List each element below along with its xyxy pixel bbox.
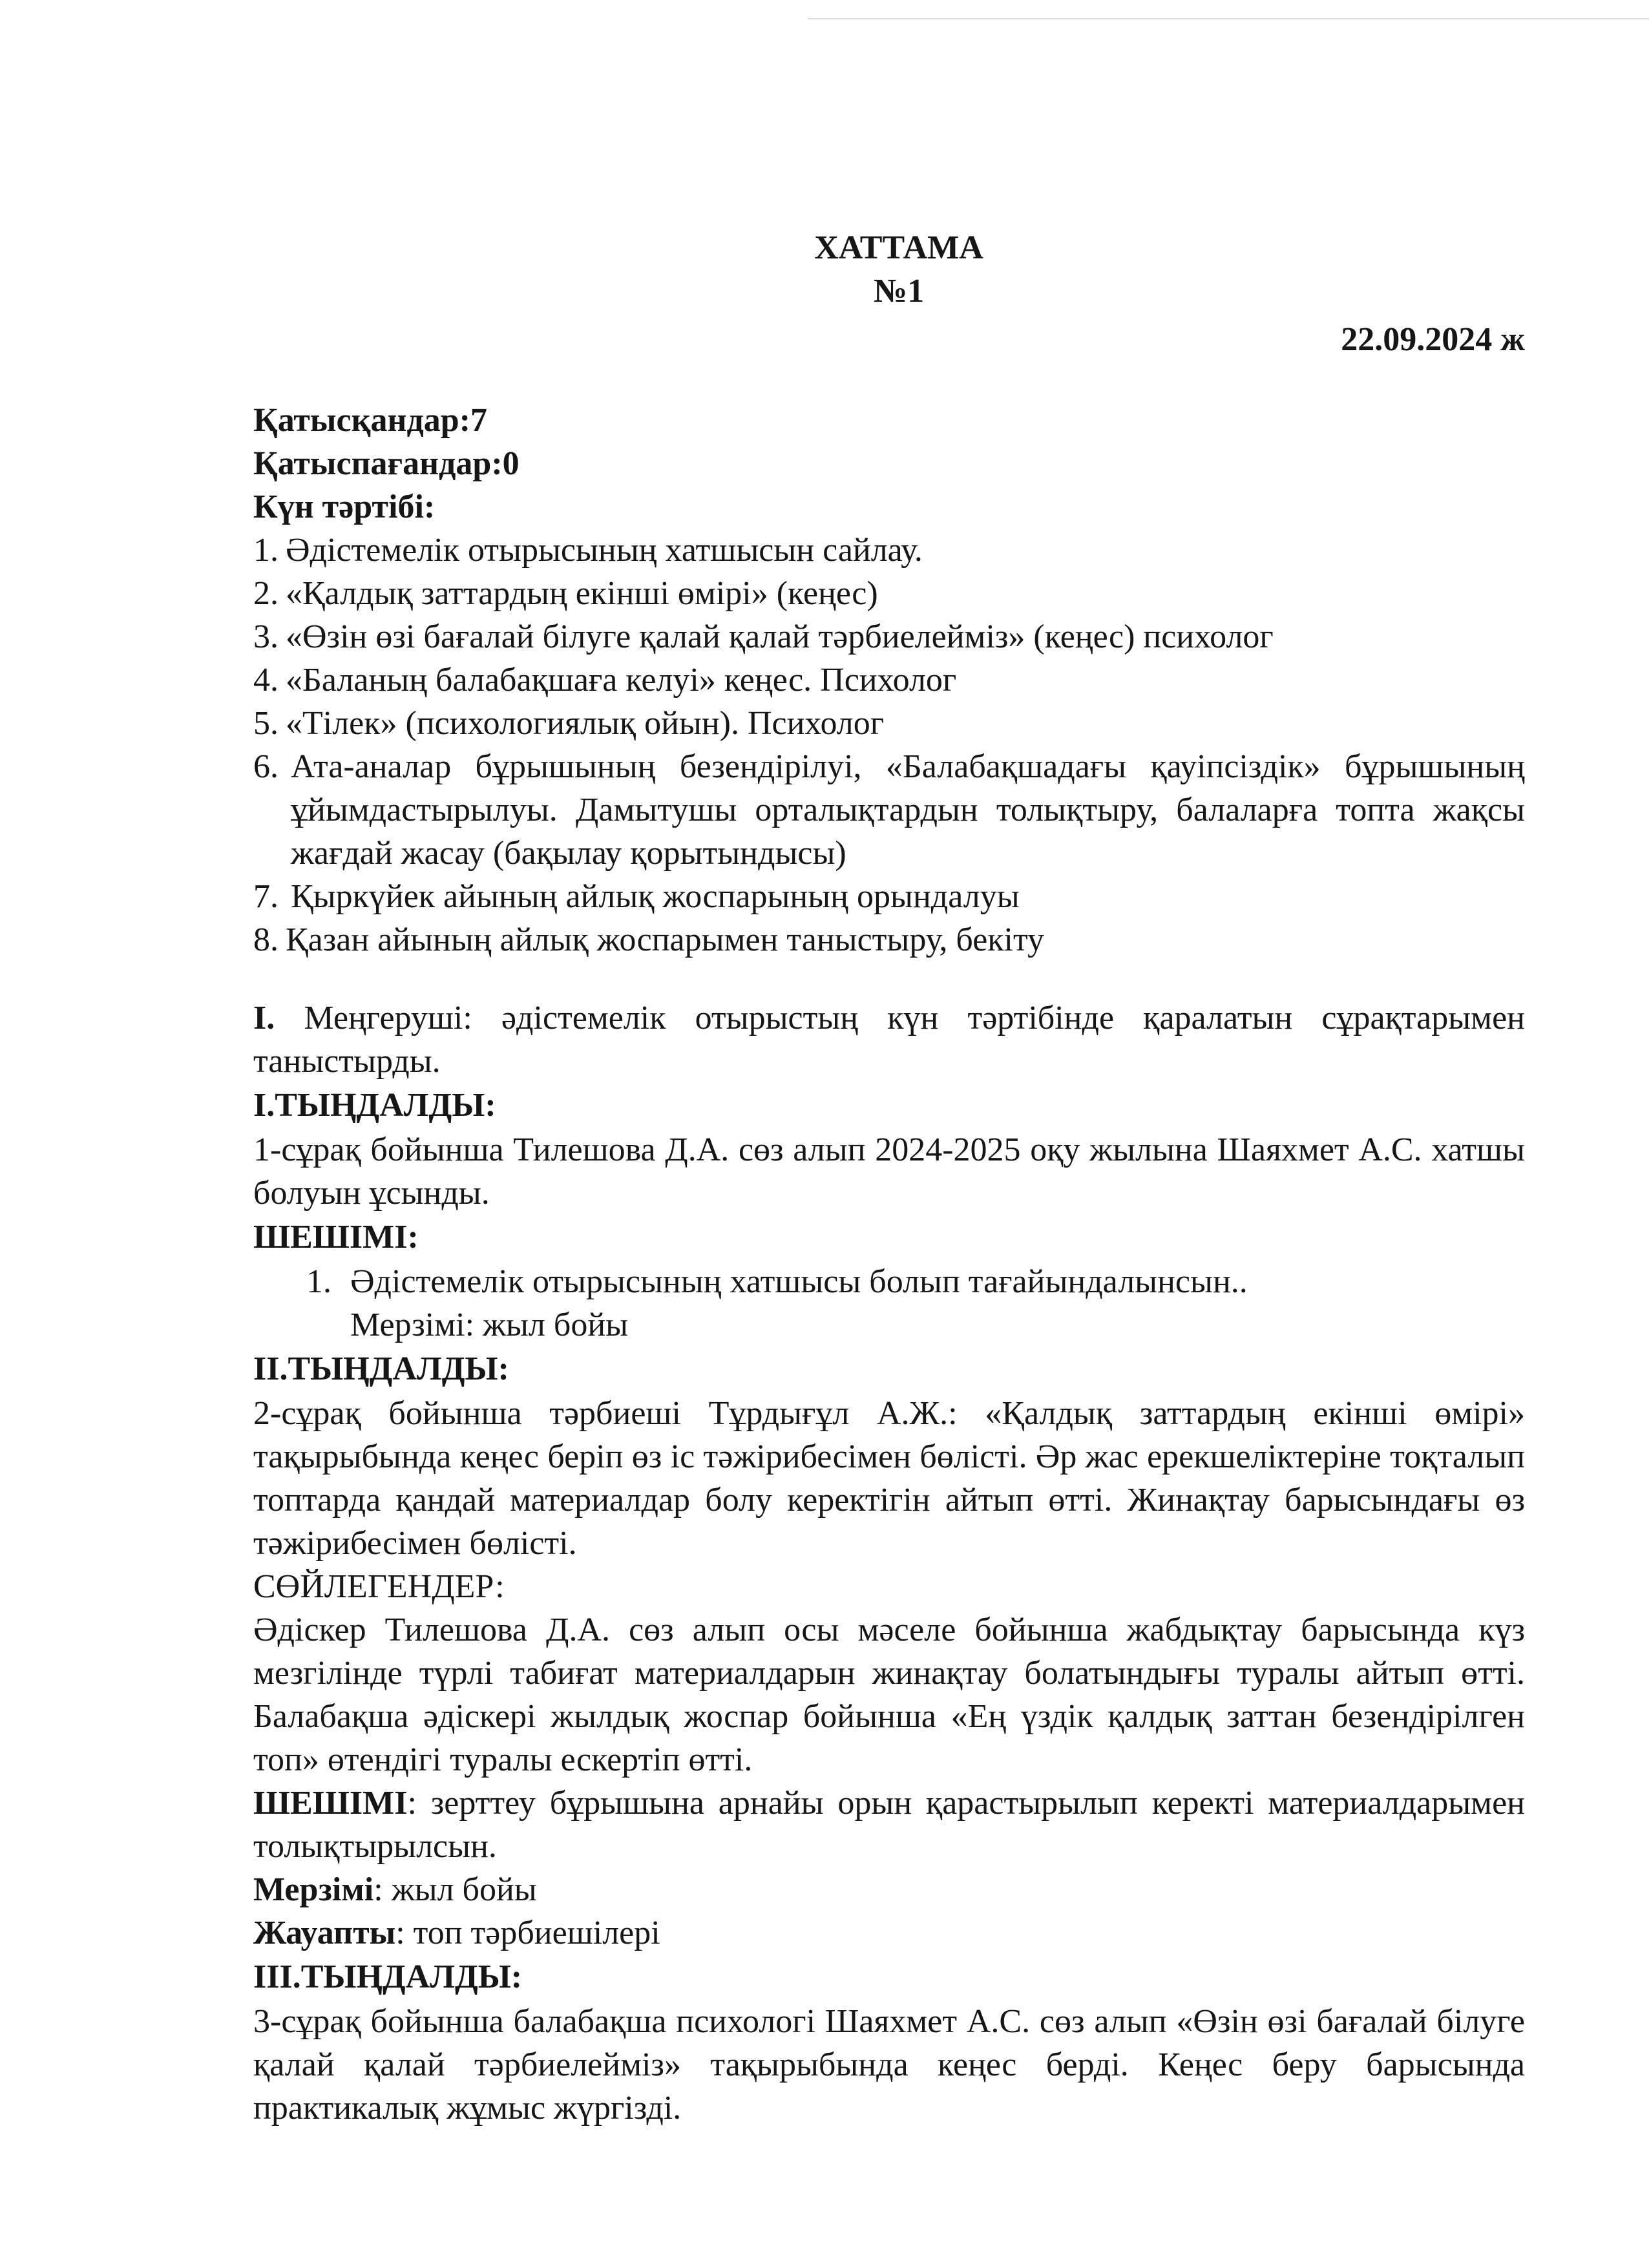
speakers-text: Әдіскер Тилешова Д.А. сөз алып осы мәселе бойынша жабдықтау барысында күз мезгілінде түрлі табиғат материалдарын жинақтау болатындығы туралы айтып өтті. Балабақша әдіскері жылдық жоспар бойынша «Ең үздік қалдық заттан безендірілген топ» өтендігі туралы ескертіп өтті. xyxy=(253,1612,1525,1778)
agenda-item: 6. Ата-аналар бұрышының безендірілуі, «Балабақшадағы қауіпсіздік» бұрышының ұйымдастырылуы. Дамытушы орталықтардын толықтыру, балаларға топта жақсы жағдай жасау (бақылау қорытындысы) xyxy=(253,748,1525,872)
section2-text: 2-сұрақ бойынша тәрбиеші Тұрдығұл А.Ж.: «Қалдық заттардың екінші өмірі» тақырыбында кеңес беріп өз іс тәжірибесімен бөлісті. Әр жас ерекшеліктеріне тоқталып топтарда қандай материалдар болу керектігін айтып өтті. Жинақтау барысындағы өз тәжірибесімен бөлісті. xyxy=(253,1395,1525,1562)
protocol-document xyxy=(253,226,1525,2130)
agenda-item: 7. Қыркүйек айының айлық жоспарының орындалуы xyxy=(253,878,1020,915)
section1-deadline: Мерзімі: жыл бойы xyxy=(350,1307,629,1343)
section2-decision: ШЕШІМІ: зерттеу бұрышына арнайы орын қарастырылып керекті материалдарымен толықтырылсын. xyxy=(253,1785,1525,1865)
agenda-heading: Күн тәртібі: xyxy=(253,488,436,525)
speakers-heading: СӨЙЛЕГЕНДЕР: xyxy=(253,1568,505,1605)
section1-text: 1-сұрақ бойынша Тилешова Д.А. сөз алып 2024-2025 оқу жылына Шаяхмет А.С. хатшы болуын ұсынды. xyxy=(253,1131,1525,1212)
section2-heading: ІІ.ТЫҢДАЛДЫ: xyxy=(253,1350,509,1387)
section2-responsible: Жауапты: топ тәрбиешілері xyxy=(253,1915,660,1951)
agenda-item: 8. Қазан айының айлық жоспарымен таныстыру, бекіту xyxy=(253,921,1045,958)
agenda-item: 3. «Өзін өзі бағалай білуге қалай қалай тәрбиелейміз» (кеңес) психолог xyxy=(253,618,1274,655)
attendance-absent: Қатыспағандар:0 xyxy=(253,445,520,482)
attendance-present: Қатысқандар:7 xyxy=(253,402,488,439)
agenda-item: 2. «Қалдық заттардың екінші өмірі» (кеңес) xyxy=(253,575,878,612)
intro-paragraph: І. Меңгеруші: әдістемелік отырыстың күн тәртібінде қаралатын сұрақтарымен таныстырды. xyxy=(253,1000,1525,1080)
section3-text: 3-сұрақ бойынша балабақша психологі Шаяхмет А.С. сөз алып «Өзін өзі бағалай білуге қалай қалай тәрбиелейміз» тақырыбында кеңес берді. Кеңес беру барысында практикалық жұмыс жүргізді. xyxy=(253,2003,1525,2126)
scan-edge-line xyxy=(808,18,1649,19)
section3-heading: ІІІ.ТЫҢДАЛДЫ: xyxy=(253,1958,523,1995)
agenda-item: 5. «Тілек» (психологиялық ойын). Психолог xyxy=(253,705,885,742)
document-date: 22.09.2024 ж xyxy=(1341,321,1525,358)
section1-decision-heading: ШЕШІМІ: xyxy=(253,1219,419,1255)
section2-deadline: Мерзімі: жыл бойы xyxy=(253,1871,537,1908)
agenda-list xyxy=(253,529,1525,961)
document-title: ХАТТАМА xyxy=(814,229,983,266)
agenda-item: 4. «Баланың балабақшаға келуі» кеңес. Психолог xyxy=(253,662,957,698)
agenda-item: 1. Әдістемелік отырысының хатшысын сайлау. xyxy=(253,532,923,569)
section1-decision: 1. Әдістемелік отырысының хатшысы болып тағайындалынсын.. xyxy=(306,1263,1248,1300)
section1-heading: І.ТЫҢДАЛДЫ: xyxy=(253,1087,496,1124)
document-number: №1 xyxy=(873,273,925,310)
